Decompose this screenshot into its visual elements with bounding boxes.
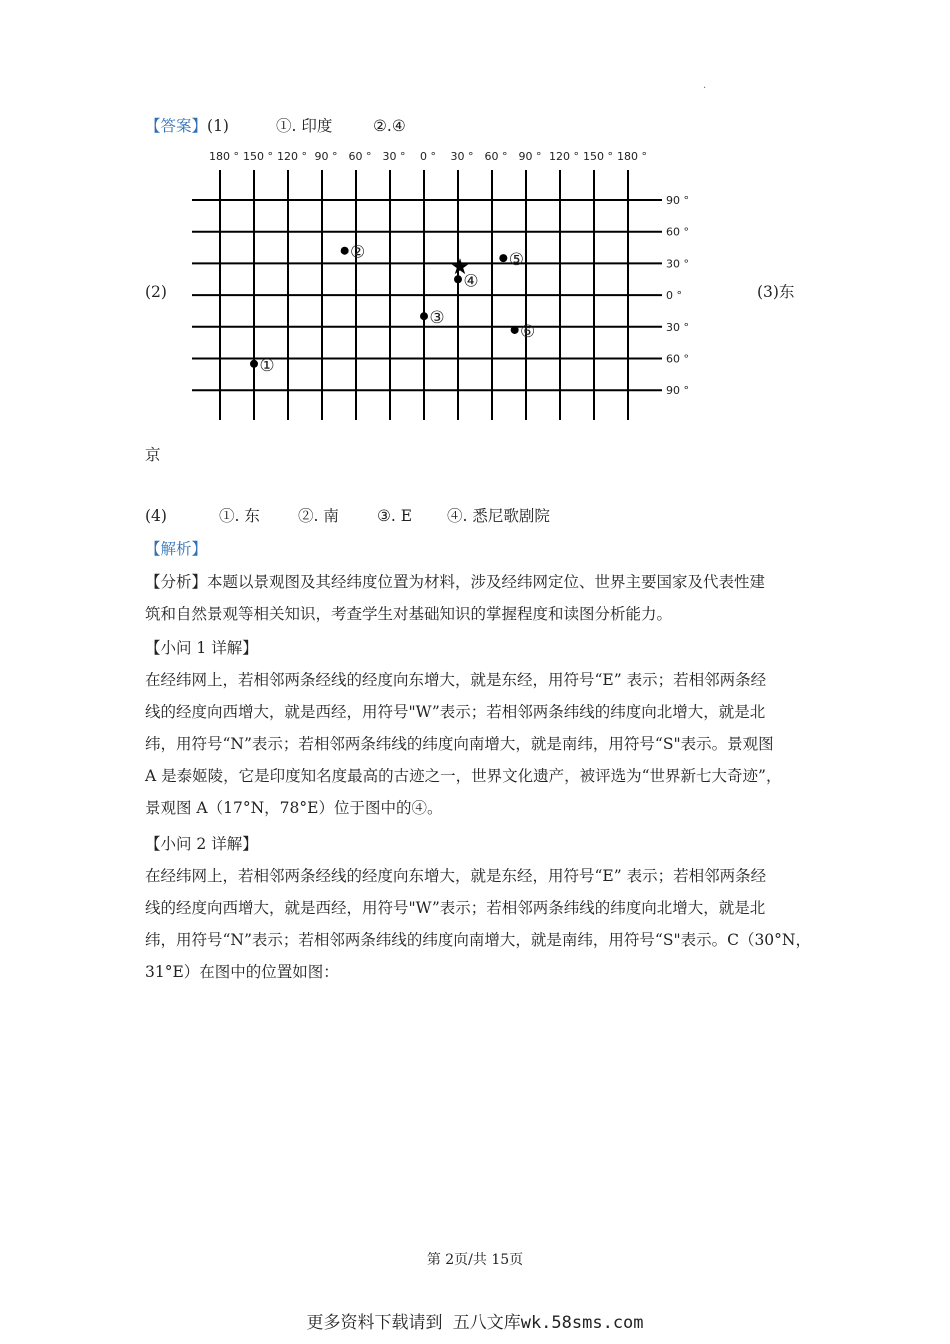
q4-item-4: ④. 悉尼歌剧院	[447, 507, 550, 525]
q2-label: (2)	[145, 283, 167, 301]
text-line: 纬，用符号“N”表示；若相邻两条纬线的纬度向南增大，就是南纬，用符号“S"表示。景观图	[145, 735, 774, 753]
point-dot	[499, 254, 507, 262]
latitude-label: 30 °	[666, 320, 689, 334]
q1-heading: 【小问 1 详解】	[145, 639, 258, 657]
longitude-label: 0 °	[420, 150, 436, 163]
longitude-labels	[209, 150, 647, 163]
text-line: 线的经度向西增大，就是西经，用符号"W”表示；若相邻两条纬线的纬度向北增大，就是北	[145, 899, 766, 917]
point-dot	[250, 360, 258, 368]
latitude-label: 90 °	[666, 384, 689, 398]
point-dot	[511, 326, 519, 334]
q4-label: (4)	[145, 507, 167, 525]
point-label: ②	[350, 242, 366, 263]
latitude-label: 60 °	[666, 352, 689, 366]
longitude-label: 60 °	[348, 150, 372, 163]
longitude-label: 180 °	[209, 150, 239, 163]
longitude-label: 150 °	[243, 150, 273, 163]
page-footer: 第 2页/共 15页	[426, 1252, 524, 1268]
q2-section	[145, 828, 810, 988]
analysis-tag: 【解析】	[145, 540, 208, 558]
point-label: ①	[259, 355, 275, 376]
q1-label: (1)	[207, 117, 229, 135]
lat-lon-grid-figure	[190, 140, 710, 425]
answer-tag: 【答案】	[145, 117, 208, 135]
grid-lines	[192, 170, 662, 420]
text-line: A 是泰姬陵，它是印度知名度最高的古迹之一，世界文化遗产，被评选为“世界新七大奇迹”，	[145, 767, 782, 785]
latitude-label: 0 °	[666, 289, 682, 303]
text-line: 筑和自然景观等相关知识，考查学生对基础知识的掌握程度和读图分析能力。	[145, 605, 673, 623]
answer-line-1	[145, 116, 229, 136]
q2-heading: 【小问 2 详解】	[145, 835, 258, 853]
longitude-label: 180 °	[617, 150, 647, 163]
q4-item-1: ①. 东	[219, 507, 260, 525]
text-line: 【分析】本题以景观图及其经纬度位置为材料，涉及经纬网定位、世界主要国家及代表性建	[145, 573, 766, 591]
q3-label: (3)东	[757, 283, 795, 301]
longitude-label: 90 °	[518, 150, 542, 163]
q4-item-2: ②. 南	[298, 507, 339, 525]
watermark-banner: 更多资料下载请到 五八文库wk.58sms.com	[306, 1313, 644, 1333]
point-label: ④	[463, 271, 479, 292]
text-line: 在经纬网上，若相邻两条经线的经度向东增大，就是东经，用符号“E” 表示；若相邻两条经	[145, 671, 767, 689]
q4-item-3: ③. E	[377, 507, 413, 525]
text-line: 纬，用符号“N”表示；若相邻两条纬线的纬度向南增大，就是南纬，用符号“S"表示。C（30°N，	[145, 931, 811, 949]
text-line: 在经纬网上，若相邻两条经线的经度向东增大，就是东经，用符号“E” 表示；若相邻两条经	[145, 867, 767, 885]
q1-answer-b: ②.④	[373, 117, 406, 135]
longitude-label: 120 °	[277, 150, 307, 163]
point-label: ③	[429, 308, 445, 329]
latitude-label: 90 °	[666, 194, 689, 207]
point-dot	[341, 247, 349, 255]
text-line: 景观图 A（17°N，78°E）位于图中的④。	[145, 799, 443, 817]
longitude-label: 150 °	[583, 150, 613, 163]
text-line: 31°E）在图中的位置如图：	[145, 963, 339, 981]
longitude-label: 30 °	[382, 150, 406, 163]
q1-section	[145, 632, 810, 824]
longitude-label: 120 °	[549, 150, 579, 163]
star-marker: ★	[450, 255, 470, 280]
text-line: 线的经度向西增大，就是西经，用符号"W”表示；若相邻两条纬线的纬度向北增大，就是北	[145, 703, 766, 721]
top-mark: .	[703, 80, 707, 91]
analysis-paragraph	[145, 566, 810, 630]
point-dot	[420, 312, 428, 320]
longitude-label: 60 °	[484, 150, 508, 163]
q3-continuation: 京	[145, 446, 161, 464]
latitude-label: 30 °	[666, 257, 689, 271]
longitude-label: 90 °	[314, 150, 338, 163]
latitude-label: 60 °	[666, 225, 689, 239]
point-label: ⑤	[508, 250, 524, 271]
q1-answer-a: ①. 印度	[276, 117, 333, 135]
longitude-label: 30 °	[450, 150, 474, 163]
point-label: ⑥	[520, 321, 536, 342]
latitude-labels	[666, 194, 689, 397]
